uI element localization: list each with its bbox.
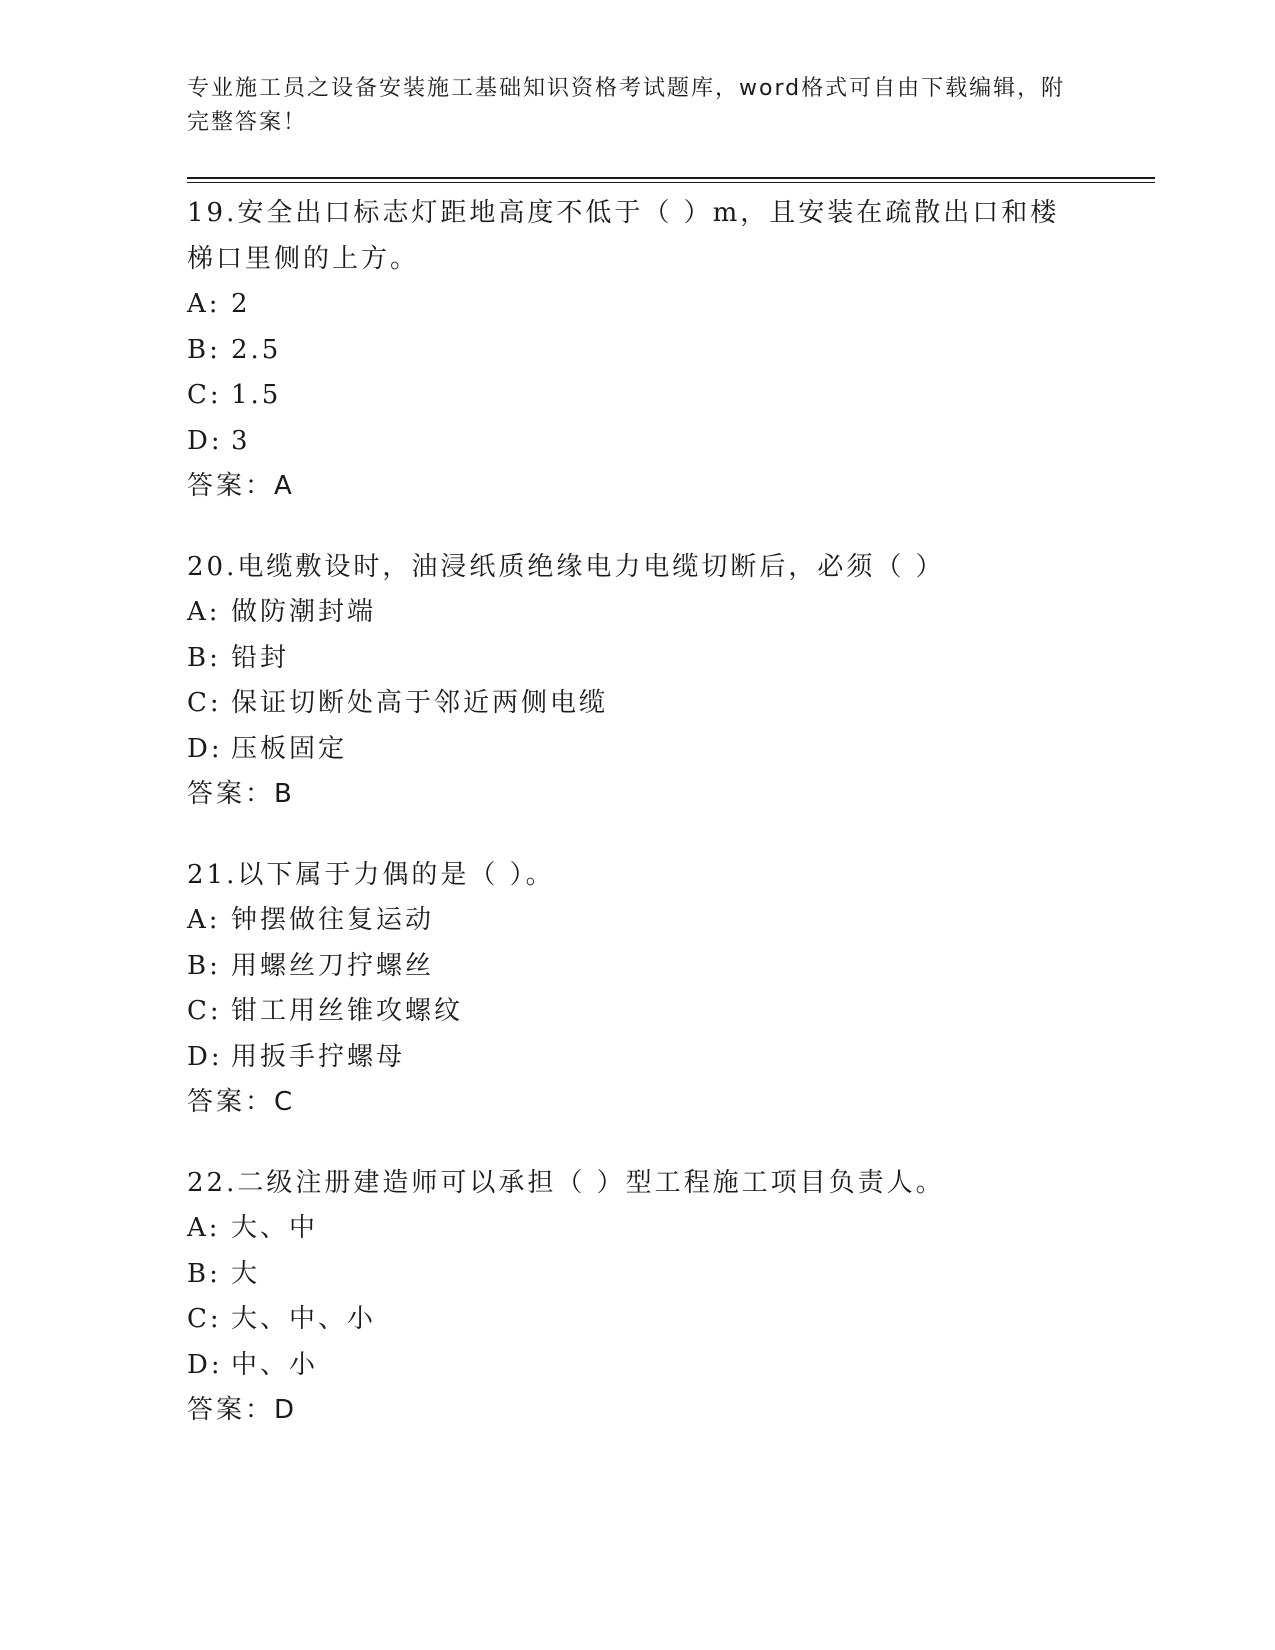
document-intro: 专业施工员之设备安装施工基础知识资格考试题库，word格式可自由下载编辑，附完整答案！	[187, 76, 1066, 135]
option-text: 铅封	[231, 642, 290, 673]
question-stem: 22.二级注册建造师可以承担（ ）型工程施工项目负责人。	[187, 1168, 945, 1198]
question-22	[187, 1160, 1087, 1433]
answer-line: 答案：D	[187, 1395, 298, 1425]
question-21	[187, 852, 1087, 1125]
question-19	[187, 190, 1087, 509]
option-key: D:	[187, 733, 223, 764]
question-20	[187, 544, 1087, 817]
option-text: 3	[231, 425, 251, 456]
option-key: B:	[187, 950, 221, 981]
option-b	[187, 1252, 1087, 1298]
option-d	[187, 1035, 1087, 1081]
option-key: D:	[187, 425, 223, 456]
option-key: D:	[187, 1041, 223, 1072]
option-b	[187, 328, 1087, 374]
option-a	[187, 1206, 1087, 1252]
option-text: 钟摆做往复运动	[231, 905, 435, 935]
option-d	[187, 727, 1087, 773]
option-key: D:	[187, 1349, 223, 1380]
option-text: 2	[231, 289, 251, 319]
option-text: 中、小	[231, 1349, 319, 1380]
header-divider-thin	[187, 182, 1155, 183]
option-a	[187, 590, 1087, 636]
option-key: C:	[187, 380, 222, 410]
option-text: 大、中、小	[231, 1304, 377, 1334]
answer-line: 答案：A	[187, 471, 295, 501]
option-c	[187, 989, 1087, 1035]
option-key: C:	[187, 996, 222, 1026]
option-key: A:	[187, 905, 221, 935]
option-d	[187, 419, 1087, 465]
question-stem: 20.电缆敷设时，油浸纸质绝缘电力电缆切断后，必须（ ）	[187, 552, 945, 582]
option-key: C:	[187, 688, 222, 718]
option-a	[187, 282, 1087, 328]
header-divider-thick	[187, 177, 1155, 179]
option-key: A:	[187, 289, 221, 319]
option-d	[187, 1343, 1087, 1389]
answer-line: 答案：C	[187, 1087, 296, 1117]
option-key: A:	[187, 597, 221, 627]
option-key: B:	[187, 334, 221, 365]
option-text: 大、中	[231, 1213, 319, 1243]
option-text: 压板固定	[231, 733, 348, 764]
question-list	[187, 190, 1087, 1468]
option-key: C:	[187, 1304, 222, 1334]
option-a	[187, 898, 1087, 944]
option-b	[187, 636, 1087, 682]
option-key: B:	[187, 1258, 221, 1289]
option-text: 做防潮封端	[231, 597, 377, 627]
answer-line: 答案：B	[187, 779, 295, 809]
option-key: A:	[187, 1213, 221, 1243]
option-key: B:	[187, 642, 221, 673]
option-b	[187, 944, 1087, 990]
option-c	[187, 1297, 1087, 1343]
option-text: 用螺丝刀拧螺丝	[231, 950, 435, 981]
option-text: 1.5	[231, 380, 282, 410]
question-stem: 19.安全出口标志灯距地高度不低于（ ）m，且安装在疏散出口和楼梯口里侧的上方。	[187, 198, 1060, 274]
option-text: 用扳手拧螺母	[231, 1041, 406, 1072]
option-text: 大	[231, 1258, 261, 1289]
option-text: 保证切断处高于邻近两侧电缆	[231, 688, 609, 718]
option-text: 钳工用丝锥攻螺纹	[231, 996, 464, 1026]
question-stem: 21.以下属于力偶的是（ ）。	[187, 860, 555, 890]
option-c	[187, 373, 1087, 419]
option-c	[187, 681, 1087, 727]
option-text: 2.5	[231, 334, 282, 365]
